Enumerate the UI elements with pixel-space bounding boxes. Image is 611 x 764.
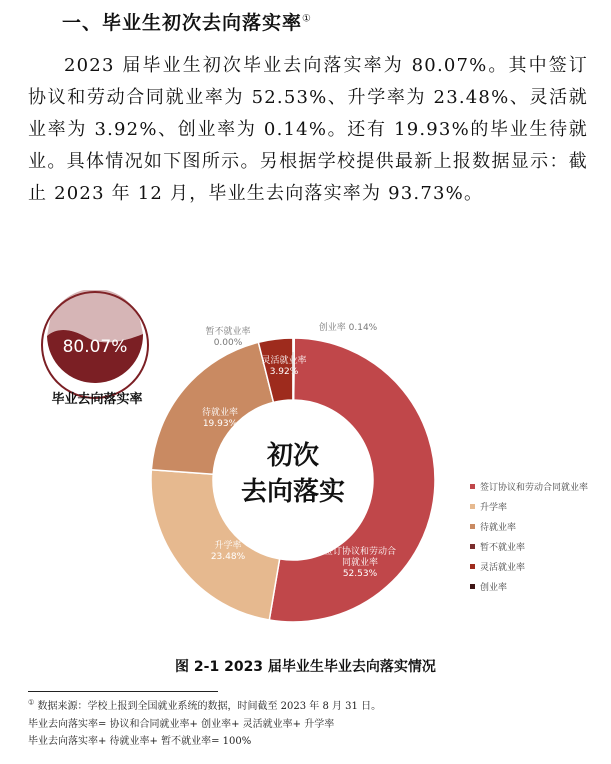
donut-label-0-name: 同就业率: [341, 558, 379, 568]
rate-badge: [40, 290, 150, 400]
legend-item: [470, 536, 588, 556]
section-heading: [62, 8, 312, 35]
legend-item: [470, 576, 588, 596]
footnote-source: 数据来源：学校上报到全国就业系统的数据，时间截至 2023 年 8 月 31 日。: [34, 701, 382, 712]
legend-label: 签订协议和劳动合同就业率: [480, 482, 589, 493]
rate-badge-graphic: [40, 290, 150, 400]
donut-label-4-value: 3.92%: [269, 367, 299, 377]
donut-center-line2: 去向落实: [240, 477, 346, 507]
donut-label-3-name: 暂不就业率: [205, 327, 251, 337]
footnote-divider: [28, 691, 218, 692]
donut-label-3-value: 0.00%: [213, 338, 243, 348]
donut-center-line1: 初次: [266, 441, 320, 471]
legend-item: [470, 516, 588, 536]
footnote-ref[interactable]: ①: [302, 13, 312, 25]
donut-chart: [150, 312, 450, 624]
legend-label: 待就业率: [480, 522, 517, 533]
legend-label: 灵活就业率: [480, 562, 526, 573]
legend-swatch: [470, 504, 475, 509]
donut-label-0-value: 52.53%: [342, 569, 378, 579]
legend-swatch: [470, 584, 475, 589]
footnote-line-2: 毕业去向落实率= 协议和合同就业率+ 创业率+ 灵活就业率+ 升学率: [28, 719, 335, 730]
donut-label-5: 创业率 0.14%: [318, 323, 378, 333]
rate-badge-value: 80.07%: [62, 337, 128, 357]
legend-item: [470, 496, 588, 516]
legend-swatch: [470, 484, 475, 489]
legend-swatch: [470, 564, 475, 569]
rate-badge-label: 毕业去向落实率: [51, 392, 143, 407]
legend-label: 创业率: [480, 582, 508, 593]
legend-label: 升学率: [480, 502, 508, 513]
footnote-line-1: [28, 697, 381, 712]
legend-swatch: [470, 544, 475, 549]
donut-label-0-name: 签订协议和劳动合: [323, 547, 397, 557]
legend-item: [470, 476, 588, 496]
legend-swatch: [470, 524, 475, 529]
donut-label-4-name: 灵活就业率: [261, 356, 307, 366]
legend-item: [470, 556, 588, 576]
footnote-line-3: 毕业去向落实率+ 待就业率+ 暂不就业率= 100%: [28, 736, 252, 747]
donut-label-2-name: 待就业率: [201, 408, 239, 418]
figure-caption: 图 2-1 2023 届毕业生毕业去向落实情况: [175, 659, 436, 675]
donut-label-1-name: 升学率: [214, 541, 242, 551]
chart-legend: [470, 476, 588, 596]
summary-paragraph: 2023 届毕业生初次毕业去向落实率为 80.07%。其中签订协议和劳动合同就业率为 52.53%、升学率为 23.48%、灵活就业率为 3.92%、创业率为 0.14%。还有 19.93%的毕业生待就业。具体情况如下图所示。另根据学校提供最新上报数据显示：截止 2023 年 12 月，毕业生去向落实率为 93.73%。: [28, 55, 588, 204]
donut-label-2-value: 19.93%: [202, 419, 238, 429]
footnote-mark: ①: [28, 698, 35, 707]
donut-label-1-value: 23.48%: [210, 552, 246, 562]
section-heading-text: 一、毕业生初次去向落实率: [62, 12, 303, 34]
legend-label: 暂不就业率: [480, 542, 526, 553]
